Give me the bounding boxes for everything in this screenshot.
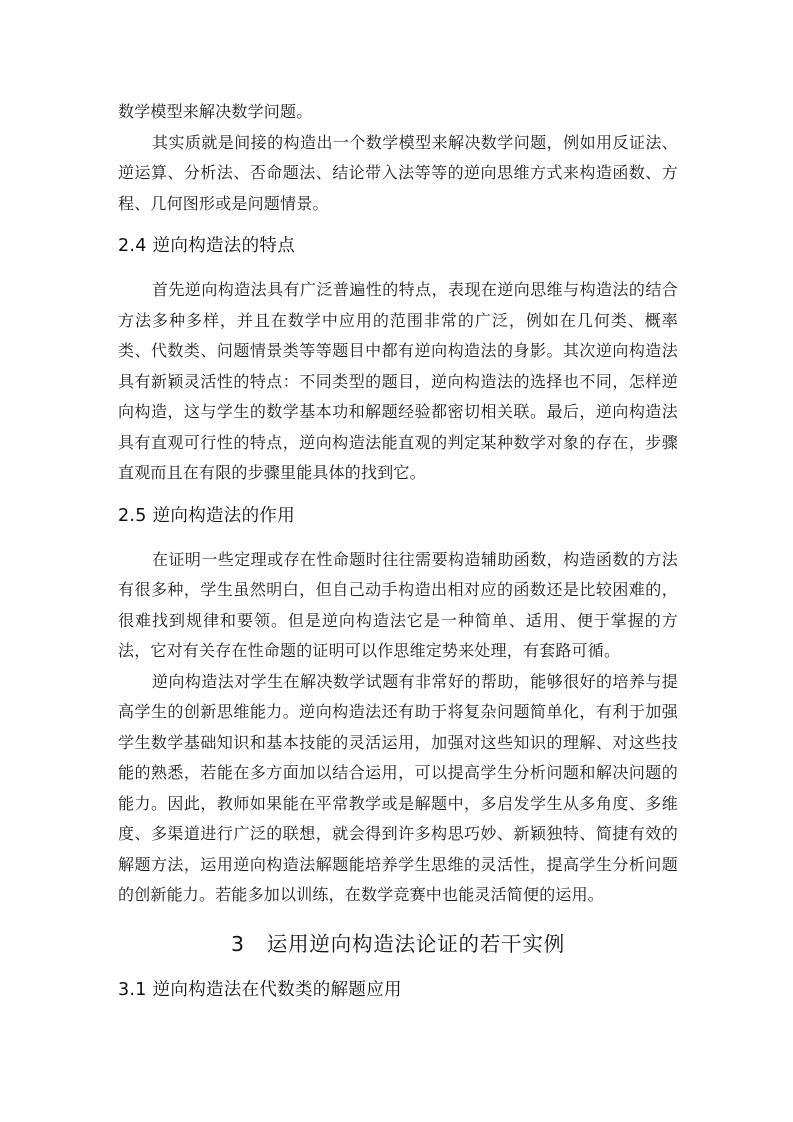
spacer bbox=[118, 219, 678, 231]
document-body bbox=[118, 97, 678, 1005]
paragraph-role-students: 逆向构造法对学生在解决数学试题有非常好的帮助，能够很好的培养与提高学生的创新思维能力。逆向构造法还有助于将复杂问题简单化，有利于加强学生数学基础知识和基本技能的灵活运用，加强对这些知识的理解、对这些技能的熟悉，若能在多方面加以结合运用，可以提高学生分析问题和解决问题的能力。因此，教师如果能在平常教学或是解题中，多启发学生从多角度、多维度、多渠道进行广泛的联想，就会得到许多构思巧妙、新颖独特、简捷有效的解题方法，运用逆向构造法解题能培养学生思维的灵活性，提高学生分析问题的创新能力。若能多加以训练，在数学竞赛中也能灵活简便的运用。 bbox=[118, 671, 678, 904]
spacer bbox=[118, 489, 678, 501]
spacer bbox=[118, 261, 678, 275]
paragraph-features: 首先逆向构造法具有广泛普遍性的特点，表现在逆向思维与构造法的结合方法多种多样，并且在数学中应用的范围非常的广泛，例如在几何类、概率类、代数类、问题情景类等等题目中都有逆向构造法的身影。其次逆向构造法具有新颖灵活性的特点：不同类型的题目，逆向构造法的选择也不同，怎样逆向构造，这与学生的数学基本功和解题经验都密切相关联。最后，逆向构造法具有直观可行性的特点，逆向构造法能直观的判定某种数学对象的存在，步骤直观而且在有限的步骤里能具体的找到它。 bbox=[118, 280, 678, 482]
section-heading-2-5: 2.5 逆向构造法的作用 bbox=[118, 505, 295, 526]
spacer bbox=[118, 531, 678, 545]
paragraph-continuation: 数学模型来解决数学问题。 bbox=[118, 102, 313, 121]
section-heading-2-4: 2.4 逆向构造法的特点 bbox=[118, 236, 295, 256]
chapter-title: 运用逆向构造法论证的若干实例 bbox=[266, 931, 566, 956]
chapter-heading-3 bbox=[118, 927, 678, 961]
spacer bbox=[118, 911, 678, 927]
spacer bbox=[118, 961, 678, 975]
section-heading-3-1: 3.1 逆向构造法在代数类的解题应用 bbox=[118, 979, 402, 1000]
chapter-number: 3 bbox=[230, 931, 245, 956]
paragraph-essence: 其实质就是间接的构造出一个数学模型来解决数学问题，例如用反证法、逆运算、分析法、否命题法、结论带入法等等的逆向思维方式来构造函数、方程、几何图形或是问题情景。 bbox=[118, 132, 678, 213]
paragraph-role-proof: 在证明一些定理或存在性命题时往往需要构造辅助函数，构造函数的方法有很多种，学生虽然明白，但自己动手构造出相对应的函数还是比较困难的，很难找到规律和要领。但是逆向构造法它是一种简单、适用、便于掌握的方法，它对有关存在性命题的证明可以作思维定势来处理，有套路可循。 bbox=[118, 549, 678, 660]
